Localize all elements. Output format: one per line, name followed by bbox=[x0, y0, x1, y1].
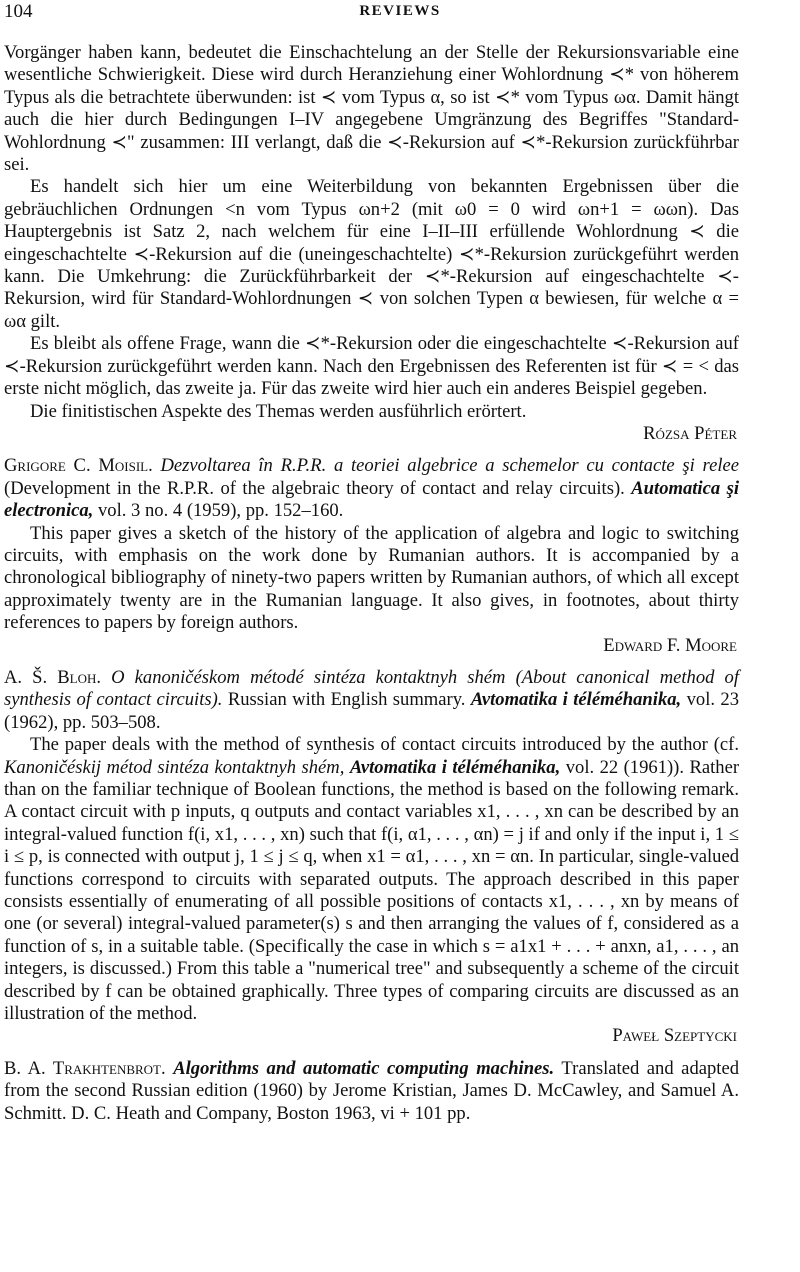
review4-body: Translated and adapted from the second Russian edition (1960) by Jerome Kristian, James D. McCawley, and Samuel A. Schmitt. D. C. Heath and Company, Boston 1963, vi + 101 pp. bbox=[4, 1057, 740, 1124]
review3-reviewer: Paweł Szeptycki bbox=[612, 1025, 737, 1047]
review3-note: Russian with English summary. bbox=[227, 689, 466, 711]
review3-heading bbox=[4, 667, 739, 734]
review2-heading bbox=[4, 455, 739, 522]
review3-cf-journal: Avtomatika i téléméhanika, bbox=[349, 756, 561, 778]
page-header bbox=[0, 0, 800, 26]
review3-title: O kanoničéskom métodé sintéza kontaktnyh shém bbox=[111, 666, 506, 688]
page-body bbox=[4, 42, 739, 1125]
review4-author: B. A. Trakhtenbrot. bbox=[4, 1057, 166, 1079]
review3-cf-title: Kanoničéskij métod sintéza kontaktnyh shém, bbox=[4, 756, 345, 778]
page-number: 104 bbox=[4, 1, 33, 22]
review1-paragraph-3: Es bleibt als offene Frage, wann die ≺*-Rekursion oder die eingeschachtelte ≺-Rekursion auf ≺-Rekursion zurückgeführt werden kann. Nach den Ergebnissen des Referenten ist für ≺ = < das erste nicht möglich, das zweite ja. Für das zweite wird hier auch ein anderes Beispiel gegeben. bbox=[4, 333, 739, 400]
review2-author: Grigore C. Moisil. bbox=[4, 455, 153, 477]
review1-paragraph-4: Die finitistischen Aspekte des Themas werden ausführlich erörtert. bbox=[30, 400, 527, 422]
review1-reviewer: Rózsa Péter bbox=[643, 422, 737, 444]
review3-journal: Avtomatika i téléméhanika, bbox=[470, 689, 682, 711]
review3-body-part-1: The paper deals with the method of synthesis of contact circuits introduced by the author (cf. bbox=[30, 734, 739, 756]
review2-body: This paper gives a sketch of the history of the application of algebra and logic to switching circuits, with emphasis on the work done by Rumanian authors. It is accompanied by a chronological bibliography of ninety-two papers written by Rumanian authors, of which all except approximately twenty are in the Rumanian language. It also gives, in footnotes, about thirty references to papers by foreign authors. bbox=[4, 522, 739, 634]
review3-body bbox=[4, 734, 739, 1025]
review2-journal: Automatica şi electronica, bbox=[4, 477, 739, 522]
review3-citation: vol. 23 (1962), pp. 503–508. bbox=[4, 689, 739, 733]
review1-paragraph-1: Vorgänger haben kann, bedeutet die Einschachtelung an der Stelle der Rekursionsvariable eine wesentliche Schwierigkeit. Diese wird durch Heranziehung einer Wohlordnung ≺* von höherem Typus als die betrachtete überwunden: ist ≺ vom Typus α, so ist ≺* vom Typus ωα. Damit hängt auch die hier durch Bedingungen I–IV angegebene Umgränzung des Begriffes "Standard-Wohlordnung ≺" zusammen: III verlangt, daß die ≺-Rekursion auf ≺*-Rekursion zurückführbar sei. bbox=[4, 42, 739, 176]
review2-reviewer: Edward F. Moore bbox=[603, 634, 737, 656]
review3-translation: (About canonical method of synthesis of contact circuits). bbox=[4, 666, 739, 711]
review2-translation: (Development in the R.P.R. of the algebraic theory of contact and relay circuits). bbox=[4, 477, 625, 499]
running-head: REVIEWS bbox=[359, 3, 441, 19]
review3-author: A. Š. Bloh. bbox=[4, 666, 102, 688]
review1-paragraph-2: Es handelt sich hier um eine Weiterbildung von bekannten Ergebnissen über die gebräuchlichen Ordnungen <n vom Typus ωn+2 (mit ω0 = 0 wird ωn+1 = ωωn). Das Hauptergebnis ist Satz 2, nach welchem für eine I–II–III erfüllende Wohlordnung ≺ die eingeschachtelte ≺-Rekursion auf die (uneingeschachtelte) ≺*-Rekursion zurückgeführt werden kann. Die Umkehrung: die Zurückführbarkeit der ≺*-Rekursion auf eingeschachtelte ≺-Rekursion, wird für Standard-Wohlordnungen ≺ von solchen Typen α bewiesen, für welche α = ωα gilt. bbox=[4, 176, 740, 332]
review2-title: Dezvoltarea în R.P.R. a teoriei algebrice a schemelor cu contacte şi relee bbox=[160, 455, 739, 477]
review3-body-part-2: vol. 22 (1961)). Rather than on the familiar technique of Boolean functions, the method is based on the following remark. A contact circuit with p inputs, q outputs and contact variables x1, . . . , xn can be described by an integral-valued function f(i, x1, . . . , xn) such that f(i, α1, . . . , αn) = j if and only if the input i, 1 ≤ i ≤ p, is connected with output j, 1 ≤ j ≤ q, when x1 = α1, . . . , xn = αn. In particular, single-valued functions correspond to circuits with separated outputs. The approach described in this paper consists essentially of enumerating of all possible positions of contacts x1, . . . , xn by means of one (or several) integral-valued parameter(s) s and then arranging the values of f, considered as a function of s, in a suitable table. (Specifically the case in which s = a1x1 + . . . + anxn, a1, . . . , an integers, is discussed.) From this table a "numerical tree" and subsequently a scheme of the circuit described by f can be obtained graphically. Three types of comparing circuits are discussed as an illustration of the method. bbox=[4, 756, 740, 1025]
review2-citation: vol. 3 no. 4 (1959), pp. 152–160. bbox=[97, 500, 344, 522]
review4-title: Algorithms and automatic computing machines. bbox=[173, 1057, 555, 1079]
review4-entry bbox=[4, 1058, 739, 1125]
